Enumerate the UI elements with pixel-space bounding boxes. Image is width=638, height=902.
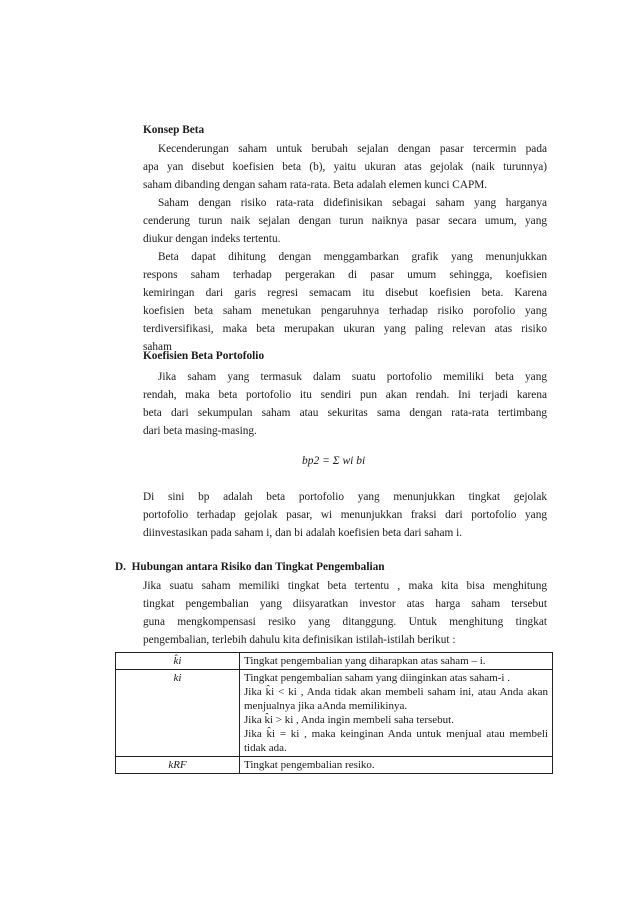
heading-section-d: D. Hubungan antara Risiko dan Tingkat Pengembalian	[115, 561, 385, 573]
text-line: terdiversifikasi, maka beta merupakan ukuran yang paling relevan atas risiko	[143, 323, 547, 335]
text-line: saham	[143, 341, 172, 353]
symbol-cell: ki	[116, 670, 240, 757]
text-line: koefisien beta saham menetukan pengaruhnya terhadap risiko porofolio yang	[143, 305, 547, 317]
description-line: Tingkat pengembalian saham yang diinginkan atas saham-i .	[244, 672, 510, 684]
table-row	[116, 757, 553, 774]
text-line: portofolio terhadap gejolak pasar, wi menunjukkan fraksi dari portofolio yang	[143, 509, 547, 521]
table-row	[116, 653, 553, 670]
text-line: apa yan disebut koefisien beta (b), yaitu ukuran atas gejolak (naik turunnya)	[143, 161, 547, 173]
paragraph-koefisien-1	[143, 368, 547, 440]
text-line: rendah, maka beta portofolio itu sendiri pun akan rendah. Ini terjadi karena	[143, 389, 547, 401]
text-line: pengembalian, terlebih dahulu kita definisikan istilah-istilah berikut :	[143, 634, 456, 646]
table-row	[116, 670, 553, 757]
description-line: Tingkat pengembalian resiko.	[244, 759, 375, 771]
description-line: Jika k̂i < ki , Anda tidak akan membeli saham ini, atau Anda akan menjualnya jika aAnda memilikinya.	[244, 686, 548, 712]
paragraph-section-d	[143, 577, 547, 649]
text-line: respons saham terhadap pergerakan di pasar umum sehingga, koefisien	[143, 269, 547, 281]
text-line: saham dibanding dengan saham rata-rata. Beta adalah elemen kunci CAPM.	[143, 179, 488, 191]
symbol-cell: kRF	[116, 757, 240, 774]
description-cell	[240, 757, 553, 774]
text-line: diinvestasikan pada saham i, dan bi adalah koefisien beta dari saham i.	[143, 527, 463, 539]
text-line: guna mengkompensasi resiko yang ditanggung. Untuk menghitung tingkat	[143, 616, 547, 628]
text-line: dari beta masing-masing.	[143, 425, 257, 437]
description-cell	[240, 670, 553, 757]
text-line: Kecenderungan saham untuk berubah sejalan dengan pasar tercermin pada	[158, 143, 547, 155]
text-line: tingkat pengembalian yang diisyaratkan investor atas harga saham tersebut	[143, 598, 547, 610]
description-line: Jika k̂i > ki , Anda ingin membeli saha tersebut.	[244, 714, 454, 726]
paragraph-konsep-beta-2	[143, 194, 547, 248]
text-line: beta dari sekumpulan saham atau sekuritas sama dengan rata-rata tertimbang	[143, 407, 547, 419]
text-line: cenderung turun naik sejalan dengan turun naiknya pasar secara umum, yang	[143, 215, 547, 227]
paragraph-koefisien-2	[143, 488, 547, 542]
description-line: Jika k̂i = ki , maka keinginan Anda untuk menjual atau membeli tidak ada.	[244, 728, 548, 754]
beta-portfolio-formula: bp2 = Σ wi bi	[302, 455, 366, 467]
paragraph-konsep-beta-3	[143, 248, 547, 356]
text-line: Di sini bp adalah beta portofolio yang menunjukkan tingkat gejolak	[143, 491, 547, 503]
description-cell	[240, 653, 553, 670]
paragraph-konsep-beta-1	[143, 140, 547, 194]
symbol-cell: k̂i	[116, 653, 240, 670]
text-line: Saham dengan risiko rata-rata didefinisikan sebagai saham yang harganya	[158, 197, 547, 209]
text-line: Jika suatu saham memiliki tingkat beta tertentu , maka kita bisa menghitung	[143, 580, 547, 592]
text-line: Beta dapat dihitung dengan menggambarkan grafik yang menunjukkan	[158, 251, 547, 263]
text-line: Jika saham yang termasuk dalam suatu portofolio memiliki beta yang	[158, 371, 547, 383]
heading-koefisien-beta-portofolio: Koefisien Beta Portofolio	[143, 350, 265, 362]
description-line: Tingkat pengembalian yang diharapkan atas saham – i.	[244, 655, 486, 667]
definitions-table	[115, 652, 553, 774]
text-line: diukur dengan indeks tertentu.	[143, 233, 281, 245]
heading-konsep-beta: Konsep Beta	[143, 124, 205, 136]
text-line: kemiringan dari garis regresi semacam itu disebut koefisien beta. Karena	[143, 287, 547, 299]
